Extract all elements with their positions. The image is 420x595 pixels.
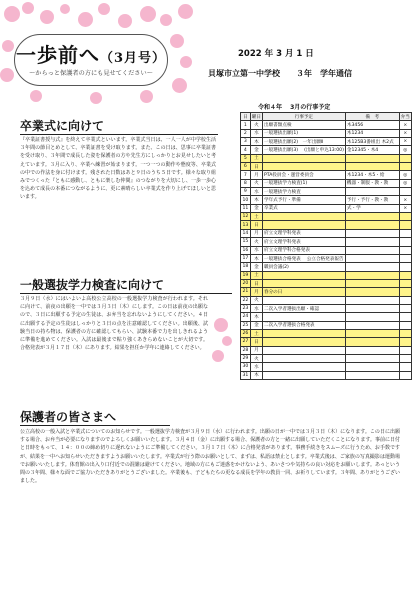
schedule-weekday: 火 — [250, 121, 262, 129]
schedule-day: 16 — [242, 247, 249, 253]
schedule-day: 7 — [241, 171, 251, 179]
schedule-note — [345, 221, 399, 229]
schedule-weekday: 金 — [250, 321, 262, 329]
schedule-lunch-mark — [399, 263, 411, 271]
schedule-note — [345, 371, 399, 379]
schedule-day: 10 — [242, 197, 249, 203]
schedule-weekday: 火 — [250, 354, 262, 362]
schedule-weekday: 月 — [250, 171, 262, 179]
schedule-row — [241, 263, 412, 271]
schedule-weekday: 木 — [250, 196, 262, 204]
schedule-note — [345, 271, 399, 279]
schedule-weekday: 日 — [250, 279, 262, 287]
schedule-row — [241, 354, 412, 362]
schedule-row — [241, 346, 412, 354]
schedule-day: 17 — [242, 256, 249, 262]
schedule-event — [262, 329, 345, 337]
schedule-weekday: 火 — [250, 238, 262, 246]
schedule-row — [241, 171, 412, 179]
schedule-lunch-mark — [399, 304, 411, 312]
schedule-weekday: 日 — [250, 221, 262, 229]
section-heading-parents: 保護者の皆さまへ — [20, 408, 170, 426]
schedule-lunch-mark: × — [399, 129, 411, 137]
schedule-lunch-mark: ◎ — [399, 179, 411, 187]
schedule-note — [345, 363, 399, 371]
schedule-event — [262, 213, 345, 221]
schedule-day: 19 — [242, 272, 249, 278]
schedule-day: 22 — [242, 297, 249, 303]
school-name: 貝塚市立第一中学校 ３年 学年通信 — [208, 69, 352, 78]
schedule-row — [241, 338, 412, 346]
newsletter-subtitle: 〜からっと保護者の方にも見せてください〜 — [29, 70, 153, 77]
schedule-row — [241, 246, 412, 254]
schedule-day: 11 — [242, 205, 249, 211]
schedule-day: 9 — [241, 188, 251, 196]
schedule-row — [241, 179, 412, 187]
schedule-lunch-mark — [399, 254, 411, 262]
schedule-row — [241, 154, 412, 162]
schedule-title: 令和４年 3月の行事予定 — [258, 104, 331, 111]
schedule-weekday: 水 — [250, 363, 262, 371]
schedule-event: 一般選抜学力検査(1) — [262, 179, 345, 187]
schedule-weekday: 木 — [250, 313, 262, 321]
schedule-lunch-mark — [399, 246, 411, 254]
schedule-row — [241, 238, 412, 246]
schedule-event: 府立文理学科発表 — [262, 238, 345, 246]
schedule-note: 木3456 — [345, 121, 399, 129]
schedule-weekday: 水 — [250, 246, 262, 254]
schedule-event: PTA役員会・運営委員会 — [262, 171, 345, 179]
schedule-weekday: 日 — [250, 338, 262, 346]
schedule-day: 28 — [242, 347, 249, 353]
col-day: 日 — [241, 113, 251, 121]
schedule-note — [345, 163, 399, 171]
issue-date: 2022 年 3 月 1 日 — [238, 49, 314, 59]
schedule-event — [262, 313, 345, 321]
schedule-weekday: 土 — [250, 213, 262, 221]
schedule-weekday: 月 — [250, 346, 262, 354]
schedule-note — [345, 246, 399, 254]
schedule-lunch-mark — [399, 354, 411, 362]
schedule-weekday: 火 — [250, 179, 262, 187]
schedule-lunch-mark — [399, 229, 411, 237]
schedule-note — [345, 304, 399, 312]
schedule-lunch-mark — [399, 296, 411, 304]
schedule-lunch-mark: × — [399, 196, 411, 204]
schedule-note: 式・学 — [345, 204, 399, 212]
schedule-lunch-mark — [399, 346, 411, 354]
schedule-lunch-mark — [399, 213, 411, 221]
schedule-lunch-mark — [399, 338, 411, 346]
schedule-event — [262, 221, 345, 229]
schedule-note — [345, 346, 399, 354]
schedule-event: 一般選抜学力検査 — [262, 188, 345, 196]
schedule-note — [345, 296, 399, 304]
schedule-lunch-mark — [399, 271, 411, 279]
schedule-row — [241, 363, 412, 371]
schedule-row — [241, 221, 412, 229]
schedule-table — [240, 112, 412, 380]
schedule-event: 学年式予行・準備 — [262, 196, 345, 204]
schedule-day: 1 — [241, 121, 251, 129]
schedule-weekday: 火 — [250, 296, 262, 304]
schedule-event: 一般選抜出願(2) 一年出願Ⅱ — [262, 138, 345, 146]
schedule-day: 31 — [242, 372, 249, 378]
schedule-weekday: 土 — [250, 329, 262, 337]
schedule-row — [241, 188, 412, 196]
schedule-lunch-mark: ◎ — [399, 146, 411, 154]
section-body-graduation: 『卒業証書授与式』を終えて卒業式といいます。卒業式当日は、一人一人が中学校生活３年間の節目とめとして、卒業証書を受け取ります。また、この日は、思事に卒業証書を受け取り、３年間で成長した姿を保護者の方や先生方にしっかりとお見せしたいと考えています。３月に入り、卒業へ練習が始まります。一つ一つの動作や態度等、卒業式の中での作法を身に付けます。残された日数はあと９日のうち５日です。様々な取り組みでつくった『ともに感動し、ともに楽しむ仲間』のつながりを大切にし、一歩一歩心を込めて成長の本番につながるように、更に素晴らしい卒業式を作り上げてほしいと思います。 — [20, 137, 216, 201]
schedule-event: 二次入学者選抜合格発表 — [262, 321, 345, 329]
schedule-day: 6 — [241, 163, 251, 171]
schedule-day: 8 — [241, 179, 251, 187]
schedule-note — [345, 288, 399, 296]
schedule-event: 二次入学者選抜出願・確認 — [262, 304, 345, 312]
schedule-row — [241, 313, 412, 321]
col-lunch: 弁当 — [399, 113, 411, 121]
schedule-event — [262, 363, 345, 371]
schedule-row — [241, 138, 412, 146]
schedule-note — [345, 354, 399, 362]
schedule-weekday: 月 — [250, 288, 262, 296]
schedule-row — [241, 271, 412, 279]
schedule-row — [241, 304, 412, 312]
schedule-note — [345, 279, 399, 287]
schedule-day: 29 — [242, 356, 249, 362]
schedule-lunch-mark — [399, 279, 411, 287]
schedule-row — [241, 321, 412, 329]
newsletter-title: 一歩前へ（3月号） — [15, 43, 167, 67]
schedule-event: 出願書類点検 — [262, 121, 345, 129]
schedule-event — [262, 279, 345, 287]
schedule-note — [345, 229, 399, 237]
schedule-day: 26 — [242, 331, 249, 337]
schedule-lunch-mark: × — [399, 121, 411, 129]
section-heading-exam: 一般選抜学力検査に向けて — [20, 276, 232, 294]
schedule-lunch-mark — [399, 238, 411, 246]
schedule-lunch-mark — [399, 163, 411, 171]
schedule-row — [241, 371, 412, 379]
schedule-note — [345, 238, 399, 246]
schedule-day: 20 — [242, 281, 249, 287]
schedule-header-row — [241, 113, 412, 121]
col-event: 行事予定 — [262, 113, 345, 121]
schedule-event: 一般選抜出願(3) (出願と申込13:00) — [262, 146, 345, 154]
schedule-row — [241, 288, 412, 296]
schedule-weekday: 月 — [250, 229, 262, 237]
schedule-lunch-mark — [399, 313, 411, 321]
col-note: 備 考 — [345, 113, 399, 121]
schedule-note — [345, 329, 399, 337]
schedule-day: 12 — [242, 214, 249, 220]
schedule-day: 30 — [242, 364, 249, 370]
schedule-day: 15 — [242, 239, 249, 245]
col-weekday: 曜日 — [250, 113, 262, 121]
schedule-lunch-mark — [399, 154, 411, 162]
schedule-row — [241, 163, 412, 171]
schedule-weekday: 土 — [250, 271, 262, 279]
schedule-note — [345, 313, 399, 321]
schedule-row — [241, 279, 412, 287]
schedule-note — [345, 188, 399, 196]
schedule-day: 2 — [241, 129, 251, 137]
schedule-lunch-mark — [399, 321, 411, 329]
schedule-row — [241, 204, 412, 212]
schedule-note — [345, 321, 399, 329]
schedule-row — [241, 129, 412, 137]
schedule-note: 金12345・木4 — [345, 146, 399, 154]
schedule-row — [241, 229, 412, 237]
schedule-day: 4 — [241, 146, 251, 154]
schedule-weekday: 日 — [250, 163, 262, 171]
schedule-day: 24 — [242, 314, 249, 320]
schedule-event — [262, 338, 345, 346]
schedule-weekday: 金 — [250, 263, 262, 271]
schedule-event: 府立文理学科合格発表 — [262, 246, 345, 254]
schedule-note — [345, 254, 399, 262]
schedule-note — [345, 263, 399, 271]
schedule-lunch-mark — [399, 288, 411, 296]
schedule-event: 職員会議(2) — [262, 263, 345, 271]
schedule-event — [262, 163, 345, 171]
schedule-lunch-mark — [399, 221, 411, 229]
schedule-note — [345, 338, 399, 346]
schedule-row — [241, 329, 412, 337]
schedule-event — [262, 296, 345, 304]
schedule-lunch-mark: × — [399, 138, 411, 146]
schedule-weekday: 金 — [250, 204, 262, 212]
schedule-row — [241, 146, 412, 154]
section-body-exam: ３月９日（水）にはいよいよ高校公立高校の一般選抜学力検査が行われます。それに向けて、前夜の出願を一中では３月３日（木）にします。この日は前夜の出願なので、３日に出願する予定の生徒は、お弁当を忘れないようにしてください。４日に出願する予定の生徒はしっかりと３日の点を注意確認してください。出願後、試験当日の持ち物は、保護者の方に確認してもらい、試験本番で力を出しきれるように準備を進めてください。入試は最後まで粘り強くあきらめないことが大切です。合格発表が３月１７日（木）にあります。結果を担任か学年に連絡してください。 — [20, 296, 208, 352]
schedule-event — [262, 371, 345, 379]
schedule-weekday: 木 — [250, 371, 262, 379]
newsletter-banner — [14, 34, 168, 86]
schedule-event — [262, 354, 345, 362]
schedule-event — [262, 346, 345, 354]
schedule-row — [241, 213, 412, 221]
schedule-day: 3 — [241, 138, 251, 146]
schedule-lunch-mark: × — [399, 204, 411, 212]
schedule-event: 一般選抜合格発表 公立合格発表報告 — [262, 254, 345, 262]
schedule-event — [262, 271, 345, 279]
schedule-lunch-mark: ◎ — [399, 171, 411, 179]
schedule-lunch-mark — [399, 363, 411, 371]
schedule-lunch-mark — [399, 188, 411, 196]
schedule-event: 一般選抜出願(1) — [262, 129, 345, 137]
schedule-weekday: 水 — [250, 188, 262, 196]
section-body-parents: 公立高校の一般入試と卒業式についてのお知らせです。一般選抜学力検査が３月９日（水）に行われます。出願の日が一中では３月３日（木）になります。この日に出願する場合、お弁当が必要になりますのでよろしくお願いいたします。３月４日（金）に出願する場合、保護者の方と一緒に出願していただくことになります。事前に日付と日時をもって、１４：００の締め切りに遅れないようにご準備してください。３月１７日（木）に合格発表があります。事務手続きをスムーズに行うため、お手数ですが、結果を一中へお知らせいただきますようお願いいたします。卒業式が行う際のお願いとして、まずは、私語は禁止とします。卒業式後は、ご家族の写真撮影は運動場でお願いいたします。体育館の出入り口付近での混雑は避けてください。地域の方にもご迷惑をかけないよう、あいさつや気持ちの良い対応をお願いします。あっという間の３年間、様々な面でご協力いただきありがとうございました。卒業後も、子どもたちの更なる成長を学年の教員一同、お祈りしています。３年間、ありがとうございました。 — [20, 429, 400, 485]
schedule-weekday: 水 — [250, 129, 262, 137]
schedule-day: 5 — [241, 154, 251, 162]
schedule-row — [241, 254, 412, 262]
schedule-weekday: 金 — [250, 146, 262, 154]
schedule-day: 18 — [242, 264, 249, 270]
schedule-event: 府立文理学科発表 — [262, 229, 345, 237]
schedule-day: 14 — [242, 230, 249, 236]
schedule-event: 春分の日 — [262, 288, 345, 296]
schedule-day: 25 — [242, 322, 249, 328]
section-heading-graduation: 卒業式に向けて — [20, 117, 218, 135]
schedule-weekday: 水 — [250, 304, 262, 312]
schedule-row — [241, 121, 412, 129]
schedule-note — [345, 213, 399, 221]
schedule-day: 23 — [242, 306, 249, 312]
schedule-lunch-mark — [399, 329, 411, 337]
schedule-lunch-mark — [399, 371, 411, 379]
schedule-day: 21 — [242, 289, 249, 295]
schedule-row — [241, 296, 412, 304]
schedule-weekday: 木 — [250, 254, 262, 262]
schedule-event — [262, 154, 345, 162]
schedule-weekday: 土 — [250, 154, 262, 162]
schedule-day: 13 — [242, 222, 249, 228]
schedule-note: 予行・予行・教・教 — [345, 196, 399, 204]
schedule-weekday: 木 — [250, 138, 262, 146]
schedule-note: 木125B3番組出 木2式 — [345, 138, 399, 146]
schedule-event: 卒業式 — [262, 204, 345, 212]
schedule-note: 木1234 — [345, 129, 399, 137]
schedule-row — [241, 196, 412, 204]
schedule-note: 木1234・木5・給 — [345, 171, 399, 179]
schedule-note — [345, 154, 399, 162]
schedule-note: 機器・制服・教・教 — [345, 179, 399, 187]
schedule-day: 27 — [242, 339, 249, 345]
